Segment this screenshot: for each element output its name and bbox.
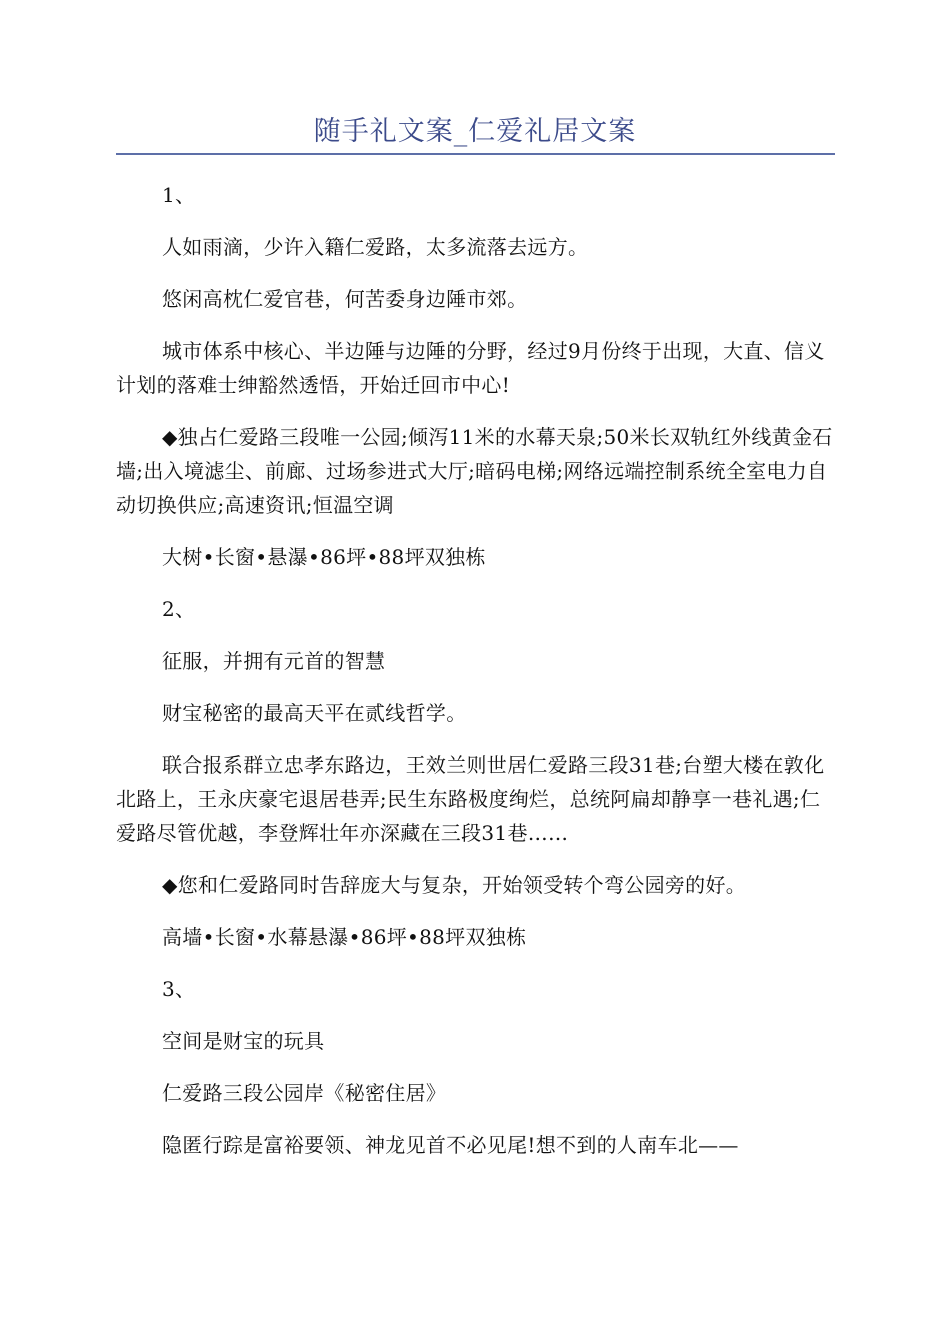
paragraph: 仁爱路三段公园岸《秘密住居》 xyxy=(162,1081,447,1105)
paragraph: ◆您和仁爱路同时告辞庞大与复杂，开始领受转个弯公园旁的好。 xyxy=(162,873,747,897)
paragraph: 3、 xyxy=(162,977,196,1001)
paragraph: 财宝秘密的最高天平在贰线哲学。 xyxy=(162,701,467,725)
document-body xyxy=(116,178,835,1180)
paragraph: 隐匿行踪是富裕要领、神龙见首不必见尾!想不到的人南车北—— xyxy=(162,1133,739,1157)
paragraph: 征服，并拥有元首的智慧 xyxy=(162,649,386,673)
paragraph: ◆独占仁爱路三段唯一公园;倾泻11米的水幕天泉;50米长双轨红外线黄金石墙;出入境滤尘、前廊、过场参进式大厅;暗码电梯;网络远端控制系统全室电力自动切换供应;高速资讯;恒温空调 xyxy=(116,425,833,517)
paragraph: 高墙•长窗•水幕悬瀑•86坪•88坪双独栋 xyxy=(162,925,527,949)
paragraph: 联合报系群立忠孝东路边，王效兰则世居仁爱路三段31巷;台塑大楼在敦化北路上，王永庆豪宅退居巷弄;民生东路极度绚烂，总统阿扁却静享一巷礼遇;仁爱路尽管优越，李登辉壮年亦深藏在三段31巷…… xyxy=(116,753,825,845)
paragraph: 城市体系中核心、半边陲与边陲的分野，经过9月份终于出现，大直、信义计划的落难士绅豁然透悟，开始迁回市中心! xyxy=(116,339,825,397)
title-underline xyxy=(116,153,835,155)
paragraph: 大树•长窗•悬瀑•86坪•88坪双独栋 xyxy=(162,545,486,569)
paragraph: 人如雨滴，少许入籍仁爱路，太多流落去远方。 xyxy=(162,235,589,259)
document-title: 随手礼文案_仁爱礼居文案 xyxy=(313,116,637,147)
paragraph: 悠闲高枕仁爱官巷，何苦委身边陲市郊。 xyxy=(162,287,528,311)
paragraph: 空间是财宝的玩具 xyxy=(162,1029,325,1053)
paragraph: 2、 xyxy=(162,597,196,621)
paragraph: 1、 xyxy=(162,183,196,207)
